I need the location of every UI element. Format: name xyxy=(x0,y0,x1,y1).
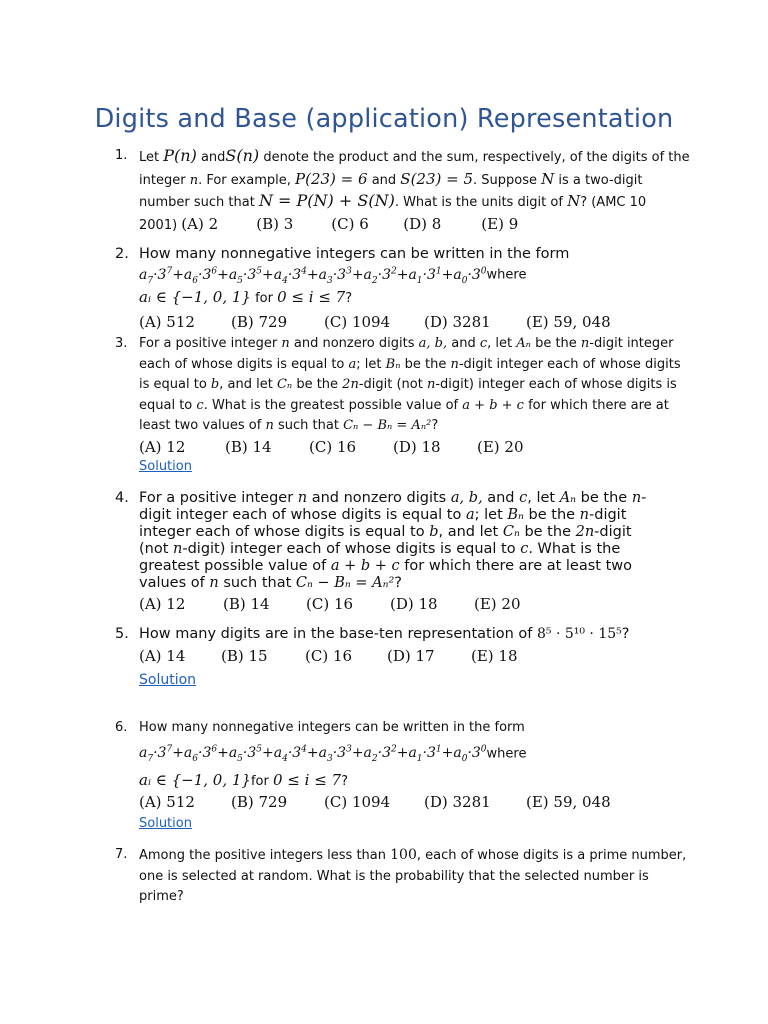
text: . What is the units digit of xyxy=(394,195,563,210)
text: and xyxy=(371,172,397,188)
text: number such that xyxy=(139,195,255,210)
choice-c: (C) 1094 xyxy=(324,792,391,811)
text: and xyxy=(451,336,476,351)
text: ? xyxy=(341,773,348,789)
question-number: 6. xyxy=(115,720,128,735)
text: ? xyxy=(345,291,353,307)
question-1 xyxy=(115,146,690,236)
choice-b: (B) 3 xyxy=(256,214,294,233)
answer-choices xyxy=(139,314,685,331)
math: aᵢ ∈ {−1, 0, 1} xyxy=(139,288,251,307)
answer-choices xyxy=(139,596,685,613)
math: 2n xyxy=(342,377,359,392)
math: b xyxy=(210,377,220,392)
choice-d: (D) 18 xyxy=(390,595,438,613)
text: Among the positive integers less than xyxy=(139,848,386,863)
math: c xyxy=(519,490,528,506)
text: -digit xyxy=(589,507,627,523)
text: integer xyxy=(139,172,186,188)
question-text xyxy=(139,246,685,331)
question-number: 4. xyxy=(115,490,129,506)
math: a + b + c xyxy=(462,397,524,413)
text: such that xyxy=(278,418,339,433)
text: ? (AMC 10 xyxy=(580,195,647,210)
text: and nonzero digits xyxy=(311,490,447,506)
choice-a: (A) 2 xyxy=(181,214,219,233)
solution-link[interactable]: Solution xyxy=(139,816,192,832)
answer-choices xyxy=(139,437,685,458)
answer-choices xyxy=(139,648,685,665)
math: Aₙ xyxy=(559,490,577,506)
choice-b: (B) 729 xyxy=(231,313,288,332)
text: digit integer each of whose digits is equal to xyxy=(139,507,462,523)
text: -digit (not xyxy=(358,377,423,392)
text: integer each of whose digits is equal to xyxy=(139,524,425,540)
math: N = P(N) + S(N) xyxy=(258,191,395,210)
text: ; let xyxy=(356,356,382,372)
text: denote the product and the sum, respectively, of the digits of the xyxy=(263,150,690,165)
answer-choices xyxy=(181,215,518,233)
math: aᵢ ∈ {−1, 0, 1} xyxy=(139,770,251,789)
text: How many nonnegative integers can be written in the form xyxy=(139,720,525,735)
math: a, b, xyxy=(450,490,483,506)
choice-b: (B) 15 xyxy=(221,647,268,665)
math: b xyxy=(429,524,439,540)
text: greatest possible value of xyxy=(139,558,327,574)
text: be the xyxy=(528,507,576,523)
choice-e: (E) 20 xyxy=(477,437,524,456)
math: n xyxy=(426,377,436,392)
text: and xyxy=(200,150,226,165)
text: be the xyxy=(524,524,571,540)
text: For a positive integer xyxy=(139,490,294,506)
text: -digit xyxy=(594,524,632,540)
choice-e: (E) 59, 048 xyxy=(526,792,611,811)
choice-d: (D) 18 xyxy=(393,437,441,456)
text: be the xyxy=(296,377,339,392)
choice-e: (E) 20 xyxy=(474,595,521,613)
choice-d: (D) 3281 xyxy=(424,313,491,332)
text: How many digits are in the base-ten representation of xyxy=(139,626,533,642)
math: 2n xyxy=(575,524,595,540)
text: , let xyxy=(487,336,513,351)
text: ? xyxy=(394,575,402,591)
question-number: 7. xyxy=(115,847,128,862)
text: 2001) xyxy=(139,217,178,233)
math: a xyxy=(465,507,475,523)
math: a, b, xyxy=(418,336,448,351)
choice-d: (D) 17 xyxy=(387,647,435,665)
question-number: 1. xyxy=(115,148,128,163)
text: -digit) integer each of whose digits is xyxy=(435,377,677,392)
math: Cₙ − Bₙ = Aₙ² xyxy=(343,418,432,433)
math: n xyxy=(209,575,219,591)
text: . What is the greatest possible value of xyxy=(203,397,459,413)
math: n xyxy=(281,336,290,351)
choice-a: (A) 512 xyxy=(139,792,195,811)
choice-c: (C) 1094 xyxy=(324,313,391,332)
math: 0 ≤ i ≤ 7 xyxy=(272,770,342,789)
solution-link[interactable]: Solution xyxy=(139,459,192,474)
math: 0 ≤ i ≤ 7 xyxy=(277,288,346,307)
math: Aₙ xyxy=(516,336,531,351)
math-expression: $a_7\cdot 3^7+a_6\cdot 3^6+a_5\cdot 3^5+a_4\cdot 3^4+a_3\cdot 3^3+a_2\cdot 3^2+a_1\cdot 3^1+a_0\cdot 3^0$ xyxy=(139,744,487,764)
choice-c: (C) 16 xyxy=(305,647,353,665)
math: P(n) xyxy=(163,146,197,165)
text: equal to xyxy=(139,397,193,413)
text: least two values of xyxy=(139,418,262,433)
question-number: 5. xyxy=(115,626,129,642)
text: values of xyxy=(139,575,205,591)
text: where xyxy=(486,267,527,283)
text: be the xyxy=(580,490,628,506)
text: for xyxy=(250,773,269,789)
text: , each of whose digits is a prime number, xyxy=(416,848,687,863)
choice-a: (A) 12 xyxy=(139,595,186,613)
text: is a two-digit xyxy=(558,172,643,188)
math: c xyxy=(196,397,204,413)
choice-d: (D) 8 xyxy=(403,214,442,233)
math: n xyxy=(297,490,308,506)
solution-link[interactable]: Solution xyxy=(139,672,197,688)
math: c xyxy=(479,336,488,351)
math: n xyxy=(450,356,459,372)
choice-d: (D) 3281 xyxy=(424,792,491,811)
math: Bₙ xyxy=(385,356,401,372)
math: S(23) = 5 xyxy=(400,169,474,188)
text: for xyxy=(255,291,273,307)
text: , let xyxy=(527,490,556,506)
math: N xyxy=(567,192,581,210)
question-text xyxy=(139,490,685,613)
text: ; let xyxy=(474,507,503,523)
math: S(n) xyxy=(225,146,260,165)
text: prime? xyxy=(139,889,184,904)
math: Cₙ − Bₙ = Aₙ² xyxy=(295,575,395,591)
choice-b: (B) 14 xyxy=(225,437,272,456)
question-7 xyxy=(115,845,685,908)
question-6 xyxy=(115,718,685,835)
question-5 xyxy=(115,626,685,689)
question-text xyxy=(139,626,685,689)
question-text xyxy=(139,845,685,908)
text: - xyxy=(641,490,647,506)
text: where xyxy=(486,746,527,762)
math: n xyxy=(631,490,642,506)
choice-e: (E) 18 xyxy=(471,647,518,665)
text: for which there are at xyxy=(528,397,669,413)
text: , and let xyxy=(219,377,273,392)
page-title: Digits and Base (application) Representation xyxy=(94,104,674,134)
choice-a: (A) 512 xyxy=(139,313,195,332)
text: -digit integer each of whose digits xyxy=(458,356,681,372)
math: Cₙ xyxy=(276,377,293,392)
text: and xyxy=(487,490,515,506)
text: -digit integer xyxy=(589,336,674,351)
question-3 xyxy=(115,334,685,478)
choice-c: (C) 6 xyxy=(331,214,369,233)
question-4 xyxy=(115,490,685,613)
math: a + b + c xyxy=(330,558,400,574)
text: , and let xyxy=(438,524,499,540)
math: a xyxy=(348,356,357,372)
math: n xyxy=(265,418,274,433)
math: n xyxy=(173,541,183,557)
math: 8⁵ · 5¹⁰ · 15⁵ xyxy=(536,626,622,642)
question-number: 2. xyxy=(115,246,129,262)
text: be the xyxy=(535,336,577,351)
question-number: 3. xyxy=(115,336,128,351)
math-expression: $a_7\cdot 3^7+a_6\cdot 3^6+a_5\cdot 3^5+a_4\cdot 3^4+a_3\cdot 3^3+a_2\cdot 3^2+a_1\cdot 3^1+a_0\cdot 3^0$ xyxy=(139,266,487,286)
choice-c: (C) 16 xyxy=(309,437,357,456)
text: ? xyxy=(621,626,630,642)
text: (not xyxy=(139,541,169,557)
choice-b: (B) 14 xyxy=(223,595,270,613)
math: N xyxy=(541,169,555,188)
answer-choices xyxy=(139,792,685,813)
text: . What is the xyxy=(528,541,621,557)
text: such that xyxy=(223,575,292,591)
text: be the xyxy=(404,356,447,372)
choice-a: (A) 12 xyxy=(139,437,186,456)
math: c xyxy=(520,541,529,557)
choice-e: (E) 59, 048 xyxy=(526,313,611,332)
text: For a positive integer xyxy=(139,336,278,351)
text: . Suppose xyxy=(473,172,537,188)
text: and nonzero digits xyxy=(293,336,415,351)
text: one is selected at random. What is the probability that the selected number is xyxy=(139,868,649,884)
math: n xyxy=(189,172,199,188)
text: for which there are at least two xyxy=(404,558,632,574)
text: each of whose digits is equal to xyxy=(139,356,345,372)
text: is equal to xyxy=(139,377,207,392)
math: Cₙ xyxy=(502,524,520,540)
math: n xyxy=(580,336,590,351)
math: 100 xyxy=(390,847,417,863)
text: -digit) integer each of whose digits is equal to xyxy=(182,541,516,557)
question-text xyxy=(139,334,685,478)
text: ? xyxy=(431,418,439,433)
question-text xyxy=(139,146,690,236)
math: n xyxy=(579,507,590,523)
text: Let xyxy=(139,150,160,165)
math: P(23) = 6 xyxy=(295,169,368,188)
question-text xyxy=(139,718,685,835)
math: Bₙ xyxy=(507,507,524,523)
choice-a: (A) 14 xyxy=(139,647,186,665)
question-2 xyxy=(115,246,685,331)
text: How many nonnegative integers can be written in the form xyxy=(139,246,570,262)
text: . For example, xyxy=(198,172,291,188)
choice-c: (C) 16 xyxy=(306,595,354,613)
choice-e: (E) 9 xyxy=(481,214,519,233)
choice-b: (B) 729 xyxy=(231,792,288,811)
